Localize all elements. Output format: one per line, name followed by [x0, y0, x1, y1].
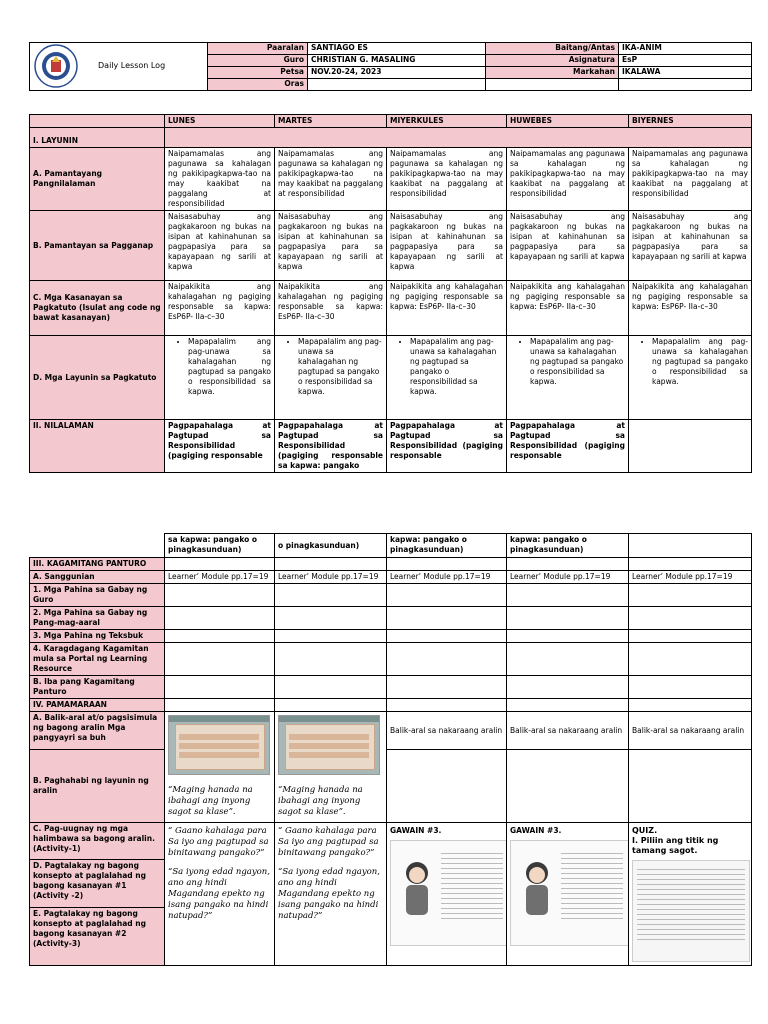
row-label: B. Paghahabi ng layunin ng aralin: [30, 750, 165, 823]
activity-cell: [165, 712, 275, 823]
objective-item: • Mapapalalim ang pag-unawa sa kahalagahan ng pagtupad sa pangako o responsibilidad sa kapwa.: [298, 337, 383, 397]
empty-cell: [629, 643, 752, 676]
row-label: E. Pagtalakay ng bagong konsepto at paglalahad ng bagong kasanayan #2 (Activity-3): [30, 907, 165, 965]
cell-text: [165, 336, 275, 420]
slide-thumbnail: [168, 715, 270, 775]
empty-cell: [387, 607, 507, 630]
empty-cell: [629, 676, 752, 699]
empty-cell: [619, 79, 752, 91]
objective-item: • Mapapalalim ang pag-unawa sa kahalagahan ng pagtupad sa pangako o responsibilidad sa kapwa.: [188, 337, 271, 397]
empty-cell: [387, 750, 507, 823]
empty-cell: [275, 699, 387, 712]
empty-cell: [629, 420, 752, 473]
quiz-instruction: I. Piliin ang titik ng tamang sagot.: [632, 836, 719, 855]
day-header: LUNES: [165, 115, 275, 128]
objective-item: • Mapapalalim ang pag-unawa sa kahalagahan ng pagtupad sa pangako o responsibilidad sa kapwa.: [530, 337, 625, 387]
row-label: A. Sanggunian: [30, 571, 165, 584]
row-label: D. Pagtalakay ng bagong konsepto at paglalahad ng bagong kasanayan #1 (Activity -2): [30, 859, 165, 907]
empty-cell: [275, 607, 387, 630]
empty-cell: [165, 643, 275, 676]
empty-cell: [165, 676, 275, 699]
quiz-title: QUIZ.: [632, 826, 658, 835]
lesson-table-page2: [29, 533, 752, 966]
cell-text: Learner’ Module pp.17=19: [507, 571, 629, 584]
empty-cell: [275, 676, 387, 699]
grade-label: Baitang/Antas: [486, 43, 619, 55]
cell-text: Naipakikita ang kahalagahan ng pagiging responsable sa kapwa: EsP6P- IIa-c–30: [165, 281, 275, 336]
school-label: Paaralan: [208, 43, 308, 55]
empty-cell: [165, 558, 275, 571]
quiz-image: [632, 860, 750, 962]
cell-text: Naipakikita ang kahalagahan ng pagiging responsable sa kapwa: EsP6P- IIa-c–30: [275, 281, 387, 336]
quarter-label: Markahan: [486, 67, 619, 79]
cell-text: [507, 336, 629, 420]
activity-cell: [275, 823, 387, 966]
activity-cell: [387, 823, 507, 966]
day-header: MIYERKULES: [387, 115, 507, 128]
worksheet-image: [510, 840, 629, 946]
empty-cell: [629, 558, 752, 571]
student-illustration-icon: [517, 859, 557, 919]
section-heading: II. NILALAMAN: [30, 420, 165, 473]
cell-text: Learner’ Module pp.17=19: [165, 571, 275, 584]
cell-text: Naisasabuhay ang pagkakaroon ng bukas na isipan at kahinahunan sa pagpapasiya para sa kapayapaan ng sarili at kapwa: [387, 211, 507, 281]
cell-text: Naipamamalas ang pagunawa sa kahalagan ng pakikipagkapwa-tao na may kaakibat na paggalang at responsibilidad: [629, 148, 752, 211]
time-value: [308, 79, 486, 91]
cell-text: [629, 336, 752, 420]
section-heading: IV. PAMAMARAAN: [30, 699, 165, 712]
row-label: D. Mga Layunin sa Pagkatuto: [30, 336, 165, 420]
student-illustration-icon: [397, 859, 437, 919]
school-value: SANTIAGO ES: [308, 43, 486, 55]
instruction-text: “Maging hanada na ibahagi ang inyong sagot sa klase”.: [168, 785, 253, 817]
empty-cell: [507, 630, 629, 643]
empty-cell: [486, 79, 619, 91]
row-label: B. Pamantayan sa Pagganap: [30, 211, 165, 281]
empty-cell: [629, 750, 752, 823]
teacher-value: CHRISTIAN G. MASALING: [308, 55, 486, 67]
cell-text: Naisasabuhay ang pagkakaroon ng bukas na isipan at kahinahunan sa pagpapasiya para sa kapayapaan ng sarili at kapwa: [165, 211, 275, 281]
cell-text: Pagpapahalaga at Pagtupad sa Responsibilidad (pagiging responsable: [165, 420, 275, 473]
empty-cell: [629, 584, 752, 607]
grade-value: IKA-ANIM: [619, 43, 752, 55]
cell-text: Naipamamalas ang pagunawa sa kahalagan ng pakikipagkapwa-tao na may kaakibat na paggalang at responsibilidad: [275, 148, 387, 211]
cell-text: [275, 336, 387, 420]
row-label: B. Iba pang Kagamitang Panturo: [30, 676, 165, 699]
row-label: A. Pamantayang Pangnilalaman: [30, 148, 165, 211]
cell-text: Pagpapahalaga at Pagtupad sa Responsibilidad (pagiging responsable sa kapwa: pangako: [275, 420, 387, 473]
question-text: “ Gaano kahalaga para Sa iyo ang pagtupad sa binitawang pangako?”: [168, 826, 269, 858]
row-label: 4. Karagdagang Kagamitan mula sa Portal ng Learning Resource: [30, 643, 165, 676]
cell-text: kapwa: pangako o pinagkasunduan): [507, 534, 629, 558]
empty-cell: [507, 643, 629, 676]
day-header: HUWEBES: [507, 115, 629, 128]
worksheet-image: [390, 840, 507, 946]
empty-cell: [507, 558, 629, 571]
empty-cell: [629, 607, 752, 630]
row-label: 3. Mga Pahina ng Teksbuk: [30, 630, 165, 643]
empty-cell: [275, 630, 387, 643]
empty-cell: [629, 699, 752, 712]
header-table: [29, 42, 752, 91]
empty-cell: [507, 699, 629, 712]
cell-text: Balik-aral sa nakaraang aralin: [629, 712, 752, 750]
cell-text: Learner’ Module pp.17=19: [275, 571, 387, 584]
row-label: C. Mga Kasanayan sa Pagkatuto (Isulat ang code ng bawat kasanayan): [30, 281, 165, 336]
empty-cell: [275, 558, 387, 571]
empty-cell: [30, 534, 165, 558]
activity-cell: [629, 823, 752, 966]
empty-cell: [629, 534, 752, 558]
cell-text: [387, 336, 507, 420]
corner-cell: [30, 115, 165, 128]
empty-cell: [165, 630, 275, 643]
subject-label: Asignatura: [486, 55, 619, 67]
cell-text: Naipakikita ang kahalagahan ng pagiging responsable sa kapwa: EsP6P- IIa-c–30: [629, 281, 752, 336]
cell-text: Naipamamalas ang pagunawa sa kahalagan ng pakikipagkapwa-tao na may kaakibat na paggalang at responsibilidad: [387, 148, 507, 211]
cell-text: Naipakikita ang kahalagahan ng pagiging responsable sa kapwa: EsP6P- IIa-c–30: [387, 281, 507, 336]
empty-cell: [507, 676, 629, 699]
empty-cell: [165, 607, 275, 630]
cell-text: Naipamamalas ang pagunawa sa kahalagan ng pakikipagkapwa-tao na may kaakibat na paggalang at responsibilidad: [507, 148, 629, 211]
cell-text: Naipamamalas ang pagunawa sa kahalagan ng pakikipagkapwa-tao na may kaakibat na paggalang at responsibilidad: [165, 148, 275, 211]
question-text: “ Gaano kahalaga para Sa iyo ang pagtupad sa binitawang pangako?”: [278, 826, 379, 858]
time-label: Oras: [208, 79, 308, 91]
date-value: NOV.20-24, 2023: [308, 67, 486, 79]
cell-text: Naisasabuhay ang pagkakaroon ng bukas na isipan at kahinahunan sa pagpapasiya para sa kapayapaan ng sarili at kapwa: [507, 211, 629, 281]
question-text: “Sa iyong edad ngayon, ano ang hindi Magandang epekto ng isang pangako na hindi natupad?”: [278, 867, 380, 921]
section-heading: I. LAYUNIN: [30, 128, 165, 148]
empty-cell: [387, 558, 507, 571]
cell-text: Pagpapahalaga at Pagtupad sa Responsibilidad (pagiging responsable: [507, 420, 629, 473]
empty-cell: [165, 584, 275, 607]
section-fill: [165, 128, 752, 148]
question-text: “Sa iyong edad ngayon, ano ang hindi Magandang epekto ng isang pangako na hindi natupad?”: [168, 867, 270, 921]
empty-cell: [387, 676, 507, 699]
cell-text: Learner’ Module pp.17=19: [387, 571, 507, 584]
empty-cell: [275, 584, 387, 607]
date-label: Petsa: [208, 67, 308, 79]
day-header: MARTES: [275, 115, 387, 128]
activity-cell: [507, 823, 629, 966]
activity-title: GAWAIN #3.: [390, 826, 442, 835]
cell-text: kapwa: pangako o pinagkasunduan): [387, 534, 507, 558]
empty-cell: [387, 630, 507, 643]
subject-value: EsP: [619, 55, 752, 67]
deped-seal-icon: [34, 44, 78, 88]
activity-title: GAWAIN #3.: [510, 826, 562, 835]
logo-cell: [30, 43, 208, 91]
empty-cell: [275, 643, 387, 676]
activity-cell: [275, 712, 387, 823]
teacher-label: Guro: [208, 55, 308, 67]
objective-item: • Mapapalalim ang pag-unawa sa kahalagahan ng pagtupad sa pangako o responsibilidad sa kapwa.: [410, 337, 503, 397]
cell-text: sa kapwa: pangako o pinagkasunduan): [165, 534, 275, 558]
empty-cell: [507, 750, 629, 823]
cell-text: o pinagkasunduan): [275, 534, 387, 558]
row-label: 2. Mga Pahina sa Gabay ng Pang-mag-aaral: [30, 607, 165, 630]
cell-text: Pagpapahalaga at Pagtupad sa Responsibilidad (pagiging responsable: [387, 420, 507, 473]
cell-text: Learner’ Module pp.17=19: [629, 571, 752, 584]
cell-text: Balik-aral sa nakaraang aralin: [507, 712, 629, 750]
cell-text: Naipakikita ang kahalagahan ng pagiging responsable sa kapwa: EsP6P- IIa-c–30: [507, 281, 629, 336]
cell-text: Balik-aral sa nakaraang aralin: [387, 712, 507, 750]
empty-cell: [629, 630, 752, 643]
objective-item: • Mapapalalim ang pag-unawa sa kahalagahan ng pagtupad sa pangako o responsibilidad sa kapwa.: [652, 337, 748, 387]
row-label: 1. Mga Pahina sa Gabay ng Guro: [30, 584, 165, 607]
cell-text: Naisasabuhay ang pagkakaroon ng bukas na isipan at kahinahunan sa pagpapasiya para sa kapayapaan ng sarili at kapwa: [275, 211, 387, 281]
quarter-value: IKALAWA: [619, 67, 752, 79]
empty-cell: [387, 699, 507, 712]
row-label: C. Pag-uugnay ng mga halimbawa sa bagong aralin. (Activity-1): [30, 823, 165, 860]
slide-thumbnail: [278, 715, 380, 775]
empty-cell: [387, 643, 507, 676]
empty-cell: [165, 699, 275, 712]
section-heading: III. KAGAMITANG PANTURO: [30, 558, 165, 571]
cell-text: Naisasabuhay ang pagkakaroon ng bukas na isipan at kahinahunan sa pagpapasiya para sa kapayapaan ng sarili at kapwa: [629, 211, 752, 281]
lesson-table-page1: [29, 114, 752, 473]
instruction-text: “Maging hanada na ibahagi ang inyong sagot sa klase”.: [278, 785, 363, 817]
empty-cell: [507, 584, 629, 607]
activity-cell: [165, 823, 275, 966]
empty-cell: [387, 584, 507, 607]
row-label: A. Balik-aral at/o pagsisimula ng bagong aralin Mga pangyayri sa buh: [30, 712, 165, 750]
page-title: Daily Lesson Log: [98, 61, 166, 70]
empty-cell: [507, 607, 629, 630]
day-header: BIYERNES: [629, 115, 752, 128]
